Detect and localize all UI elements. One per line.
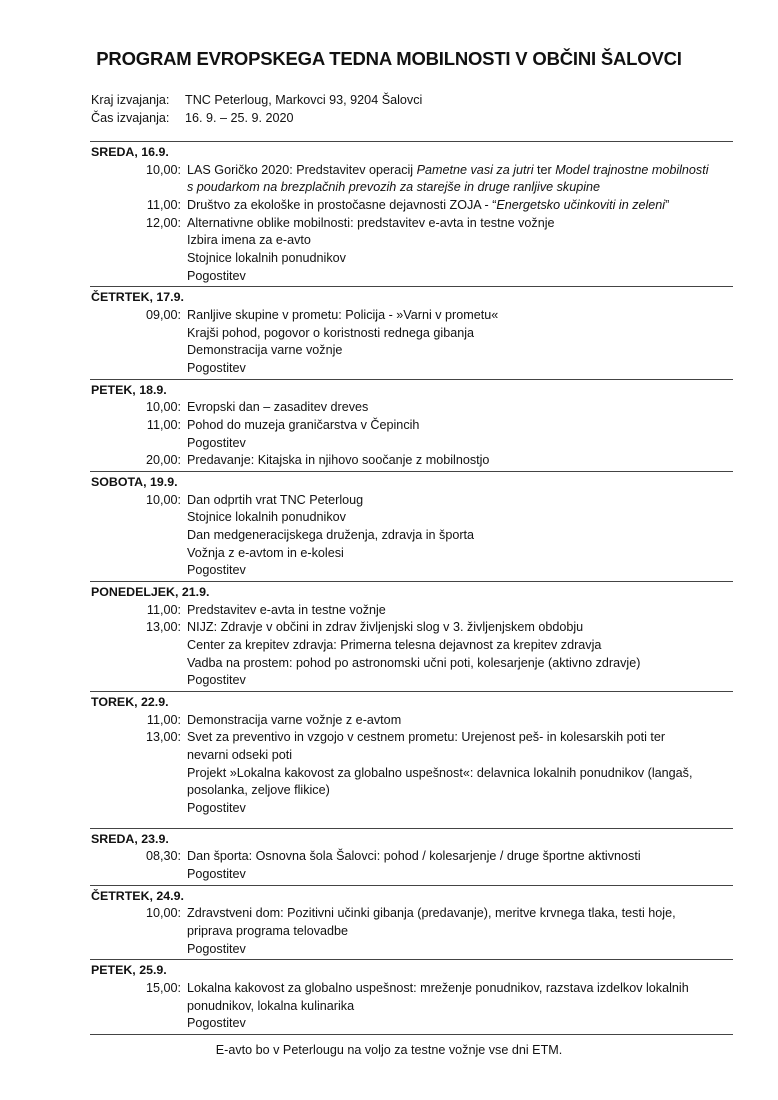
event-text: Predavanje: Kitajska in njihovo soočanje z mobilnostjo bbox=[187, 453, 490, 468]
day-heading: PETEK, 25.9. bbox=[91, 963, 167, 978]
schedule-line bbox=[90, 905, 733, 923]
event-text: Pogostitev bbox=[187, 673, 246, 688]
event-description bbox=[187, 250, 733, 268]
day-section bbox=[90, 286, 733, 378]
event-description bbox=[187, 325, 733, 343]
day-heading: PONEDELJEK, 21.9. bbox=[91, 585, 210, 600]
event-title-italic: s poudarkom na brezplačnih prevozih za starejše in druge ranljive skupine bbox=[187, 180, 601, 195]
event-description bbox=[187, 998, 733, 1016]
event-time: 10,00: bbox=[145, 906, 181, 921]
event-title-italic: Energetsko učinkoviti in zeleni bbox=[496, 197, 666, 212]
schedule-line bbox=[90, 399, 733, 417]
event-description bbox=[187, 417, 733, 435]
event-text: Ranljive skupine v prometu: Policija - »Varni v prometu« bbox=[187, 307, 499, 322]
schedule-line bbox=[90, 509, 733, 527]
meta-label: Čas izvajanja: bbox=[91, 110, 170, 125]
event-time bbox=[90, 941, 187, 959]
event-time bbox=[90, 1015, 187, 1033]
schedule-line bbox=[90, 452, 733, 470]
page-title: PROGRAM EVROPSKEGA TEDNA MOBILNOSTI V OBČINI ŠALOVCI bbox=[96, 48, 682, 69]
schedule-line bbox=[90, 1015, 733, 1033]
event-text: Izbira imena za e-avto bbox=[187, 233, 311, 248]
event-description bbox=[187, 712, 733, 730]
schedule-line bbox=[90, 998, 733, 1016]
meta-label: Kraj izvajanja: bbox=[91, 93, 170, 107]
event-text: Stojnice lokalnih ponudnikov bbox=[187, 510, 346, 525]
event-text: NIJZ: Zdravje v občini in zdrav življenjski slog v 3. življenjskem obdobju bbox=[187, 620, 584, 635]
event-time bbox=[90, 655, 187, 673]
event-time bbox=[90, 747, 187, 765]
schedule-line bbox=[90, 232, 733, 250]
event-time: 13,00: bbox=[145, 620, 181, 635]
event-meta bbox=[91, 92, 422, 127]
event-time: 12,00: bbox=[145, 215, 181, 230]
event-text: Dan medgeneracijskega druženja, zdravja in športa bbox=[187, 527, 475, 542]
event-text: ter bbox=[533, 162, 556, 177]
event-time bbox=[90, 545, 187, 563]
event-text: Zdravstveni dom: Pozitivni učinki gibanja (predavanje), meritve krvnega tlaka, testi hoje, bbox=[187, 906, 676, 921]
event-description bbox=[187, 782, 733, 800]
event-time bbox=[90, 998, 187, 1016]
event-text: Pogostitev bbox=[187, 1016, 246, 1031]
day-heading: ČETRTEK, 17.9. bbox=[91, 290, 184, 305]
event-description bbox=[187, 527, 733, 545]
event-description bbox=[187, 800, 733, 818]
event-description bbox=[187, 215, 733, 233]
event-text: Demonstracija varne vožnje bbox=[187, 343, 343, 358]
event-text: Predstavitev e-avta in testne vožnje bbox=[187, 602, 386, 617]
schedule-line bbox=[90, 342, 733, 360]
event-description bbox=[187, 619, 733, 637]
schedule-line bbox=[90, 562, 733, 580]
event-text: posolanka, zeljove flikice) bbox=[187, 783, 330, 798]
event-description bbox=[187, 866, 733, 884]
schedule-line bbox=[90, 800, 733, 818]
event-description bbox=[187, 342, 733, 360]
event-description bbox=[187, 637, 733, 655]
day-heading: TOREK, 22.9. bbox=[91, 695, 169, 710]
schedule-line bbox=[90, 545, 733, 563]
event-text: Pohod do muzeja graničarstva v Čepincih bbox=[187, 417, 420, 432]
schedule-line bbox=[90, 197, 733, 215]
event-text: Lokalna kakovost za globalno uspešnost: mreženje ponudnikov, razstava izdelkov lokalnih bbox=[187, 980, 689, 995]
day-heading: PETEK, 18.9. bbox=[91, 382, 167, 397]
schedule-line bbox=[90, 765, 733, 783]
event-time: 11,00: bbox=[146, 712, 181, 727]
schedule-line bbox=[90, 672, 733, 690]
event-text: Dan odprtih vrat TNC Peterloug bbox=[187, 492, 364, 507]
schedule-line bbox=[90, 360, 733, 378]
event-description bbox=[187, 980, 733, 998]
event-description bbox=[187, 1015, 733, 1033]
event-description bbox=[187, 545, 733, 563]
event-description bbox=[187, 268, 733, 286]
event-time: 10,00: bbox=[145, 492, 181, 507]
schedule-line bbox=[90, 179, 733, 197]
event-description bbox=[187, 941, 733, 959]
event-description bbox=[187, 162, 733, 180]
schedule-line bbox=[90, 848, 733, 866]
event-description bbox=[187, 307, 733, 325]
event-description bbox=[187, 435, 733, 453]
event-time: 11,00: bbox=[146, 602, 181, 617]
event-text: Društvo za ekološke in prostočasne dejavnosti ZOJA - “ bbox=[187, 197, 497, 212]
meta-location bbox=[91, 92, 422, 110]
schedule-line bbox=[90, 941, 733, 959]
schedule-line bbox=[90, 637, 733, 655]
event-description bbox=[187, 672, 733, 690]
schedule-line bbox=[90, 619, 733, 637]
event-description bbox=[187, 562, 733, 580]
event-time: 10,00: bbox=[145, 400, 181, 415]
schedule-line bbox=[90, 980, 733, 998]
footer-note: E-avto bo v Peterlougu na voljo za testne vožnje vse dni ETM. bbox=[215, 1043, 563, 1057]
schedule-line bbox=[90, 655, 733, 673]
event-time bbox=[90, 800, 187, 818]
event-time: 15,00: bbox=[145, 980, 181, 995]
event-description bbox=[187, 729, 733, 747]
event-time: 13,00: bbox=[145, 730, 181, 745]
event-time bbox=[90, 509, 187, 527]
event-time bbox=[90, 435, 187, 453]
event-description bbox=[187, 232, 733, 250]
event-description bbox=[187, 452, 733, 470]
schedule-line bbox=[90, 712, 733, 730]
day-section bbox=[90, 379, 733, 471]
event-description bbox=[187, 602, 733, 620]
event-time bbox=[90, 782, 187, 800]
schedule-line bbox=[90, 325, 733, 343]
day-section bbox=[90, 581, 733, 691]
schedule-line bbox=[90, 435, 733, 453]
event-title-italic: Model trajnostne mobilnosti bbox=[555, 162, 709, 177]
schedule-line bbox=[90, 782, 733, 800]
event-time bbox=[90, 179, 187, 197]
event-time: 20,00: bbox=[145, 453, 181, 468]
event-time bbox=[90, 232, 187, 250]
event-description bbox=[187, 399, 733, 417]
day-section bbox=[90, 691, 733, 828]
schedule-line bbox=[90, 729, 733, 747]
schedule-line bbox=[90, 417, 733, 435]
event-text: Krajši pohod, pogovor o koristnosti rednega gibanja bbox=[187, 325, 475, 340]
event-time: 09,00: bbox=[145, 307, 181, 322]
event-description bbox=[187, 492, 733, 510]
event-text: Alternativne oblike mobilnosti: predstavitev e-avta in testne vožnje bbox=[187, 215, 555, 230]
event-text: Pogostitev bbox=[187, 563, 246, 578]
schedule-line bbox=[90, 307, 733, 325]
event-time bbox=[90, 342, 187, 360]
schedule-line bbox=[90, 747, 733, 765]
day-section bbox=[90, 885, 733, 960]
event-text: LAS Goričko 2020: Predstavitev operacij bbox=[187, 162, 417, 177]
schedule-line bbox=[90, 492, 733, 510]
event-time bbox=[90, 765, 187, 783]
meta-time bbox=[91, 110, 422, 128]
event-time bbox=[90, 923, 187, 941]
day-section bbox=[90, 828, 733, 885]
event-time bbox=[90, 866, 187, 884]
event-text: Pogostitev bbox=[187, 435, 246, 450]
event-time bbox=[90, 637, 187, 655]
event-time bbox=[90, 672, 187, 690]
event-time: 11,00: bbox=[146, 197, 181, 212]
event-text: ” bbox=[665, 197, 670, 212]
event-description bbox=[187, 923, 733, 941]
day-section bbox=[90, 959, 733, 1034]
event-text: Pogostitev bbox=[187, 268, 246, 283]
event-description bbox=[187, 509, 733, 527]
event-time bbox=[90, 268, 187, 286]
event-description bbox=[187, 905, 733, 923]
event-text: Demonstracija varne vožnje z e-avtom bbox=[187, 712, 402, 727]
event-text: Vadba na prostem: pohod po astronomski učni poti, kolesarjenje (aktivno zdravje) bbox=[187, 655, 641, 670]
day-heading: SOBOTA, 19.9. bbox=[91, 475, 178, 490]
schedule-line bbox=[90, 268, 733, 286]
event-text: Pogostitev bbox=[187, 801, 246, 816]
day-heading: SREDA, 23.9. bbox=[91, 831, 169, 846]
meta-value: 16. 9. – 25. 9. 2020 bbox=[185, 110, 294, 125]
event-time: 08,30: bbox=[145, 849, 181, 864]
event-text: Projekt »Lokalna kakovost za globalno uspešnost«: delavnica lokalnih ponudnikov (langaš, bbox=[187, 765, 693, 780]
schedule-line bbox=[90, 602, 733, 620]
event-time bbox=[90, 360, 187, 378]
event-text: Pogostitev bbox=[187, 361, 246, 376]
event-description bbox=[187, 747, 733, 765]
event-text: Center za krepitev zdravja: Primerna telesna dejavnost za krepitev zdravja bbox=[187, 637, 602, 652]
event-description bbox=[187, 179, 733, 197]
event-text: Pogostitev bbox=[187, 941, 246, 956]
event-text: priprava programa telovadbe bbox=[187, 923, 349, 938]
event-description bbox=[187, 197, 733, 215]
event-text: Stojnice lokalnih ponudnikov bbox=[187, 251, 346, 266]
event-time: 11,00: bbox=[146, 417, 181, 432]
event-text: ponudnikov, lokalna kulinarika bbox=[187, 998, 355, 1013]
schedule-line bbox=[90, 250, 733, 268]
event-time: 10,00: bbox=[145, 162, 181, 177]
divider bbox=[90, 1034, 733, 1035]
schedule-line bbox=[90, 527, 733, 545]
schedule-line bbox=[90, 923, 733, 941]
meta-value: TNC Peterloug, Markovci 93, 9204 Šalovci bbox=[185, 93, 423, 107]
event-text: Evropski dan – zasaditev dreves bbox=[187, 400, 369, 415]
event-description bbox=[187, 655, 733, 673]
event-description bbox=[187, 765, 733, 783]
day-heading: SREDA, 16.9. bbox=[91, 145, 169, 159]
event-text: Dan športa: Osnovna šola Šalovci: pohod / kolesarjenje / druge športne aktivnosti bbox=[187, 849, 641, 864]
day-section bbox=[90, 141, 733, 286]
event-text: Vožnja z e-avtom in e-kolesi bbox=[187, 545, 344, 560]
event-title-italic: Pametne vasi za jutri bbox=[416, 162, 534, 177]
event-text: nevarni odseki poti bbox=[187, 747, 293, 762]
event-time bbox=[90, 325, 187, 343]
event-text: Pogostitev bbox=[187, 867, 246, 881]
schedule-line bbox=[90, 215, 733, 233]
day-section bbox=[90, 471, 733, 581]
event-text: Svet za preventivo in vzgojo v cestnem prometu: Urejenost peš- in kolesarskih poti ter bbox=[187, 730, 666, 745]
schedule-line bbox=[90, 162, 733, 180]
day-heading: ČETRTEK, 24.9. bbox=[91, 888, 184, 903]
event-description bbox=[187, 848, 733, 866]
schedule bbox=[90, 141, 733, 1035]
event-time bbox=[90, 250, 187, 268]
schedule-line bbox=[90, 866, 733, 884]
event-time bbox=[90, 562, 187, 580]
event-time bbox=[90, 527, 187, 545]
event-description bbox=[187, 360, 733, 378]
